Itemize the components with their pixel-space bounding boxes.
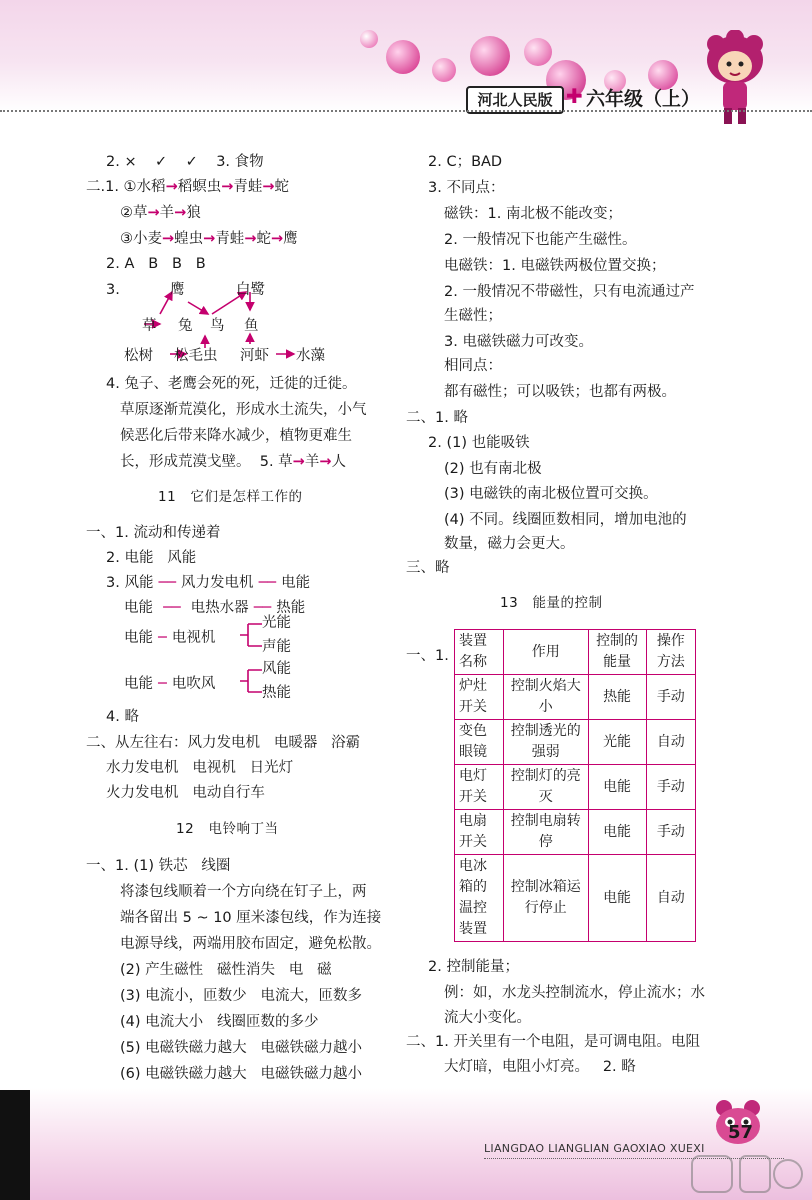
answer-line: (3) 电流小，匝数少 电流大，匝数多 xyxy=(120,988,362,1004)
arrow-icon: → xyxy=(221,179,234,195)
grade-label: 六年级（上） xyxy=(586,88,701,110)
arrow-icon: → xyxy=(292,454,305,470)
answer-line: 3. 不同点： xyxy=(428,180,505,196)
arrow-icon: ── xyxy=(153,600,191,616)
page-number: 57 xyxy=(728,1122,754,1143)
table-cell: 手动 xyxy=(646,810,695,855)
answer-line: 三、略 xyxy=(406,560,450,576)
energy-flow-branch: 声能 xyxy=(262,639,291,655)
bubble-decoration xyxy=(360,30,378,48)
energy-flow-branch: 热能 xyxy=(262,685,291,701)
answer-line: 二、1. 略 xyxy=(406,410,468,426)
answer-line: (4) 不同。线圈匝数相同，增加电池的 xyxy=(444,512,687,528)
bubble-decoration xyxy=(386,40,420,74)
table-cell: 电能 xyxy=(588,855,646,942)
table-cell: 自动 xyxy=(646,855,695,942)
answer-line: 2. (1) 也能吸铁 xyxy=(428,435,530,451)
answer-line: 4. 兔子、老鹰会死的死，迁徙的迁徙。 xyxy=(106,376,357,392)
arrow-icon: → xyxy=(165,179,178,195)
plus-icon: ✚ xyxy=(566,84,583,108)
section-title: 13 能量的控制 xyxy=(500,595,603,611)
answer-line: 4. 略 xyxy=(106,709,139,725)
series-name: LIANGDAO LIANGLIAN GAOXIAO XUEXI xyxy=(484,1142,705,1155)
table-cell: 电灯开关 xyxy=(455,765,504,810)
answer-line: (5) 电磁铁磁力越大 电磁铁磁力越小 xyxy=(120,1040,362,1056)
web-node-caterpillar: 松毛虫 xyxy=(174,348,218,364)
table-header-row xyxy=(455,630,696,675)
arrow-icon: ─ xyxy=(153,676,172,692)
answer-line: 一、1. (1) 铁芯 线圈 xyxy=(86,858,231,874)
branch-bracket xyxy=(240,666,264,696)
arrow-icon: ── xyxy=(253,575,282,591)
table-cell: 控制冰箱运行停止 xyxy=(504,855,589,942)
answer-line: 大灯暗，电阻小灯亮。 2. 略 xyxy=(444,1059,636,1075)
table-cell: 控制透光的强弱 xyxy=(504,720,589,765)
arrow-icon: → xyxy=(319,454,332,470)
web-node-bird: 鸟 xyxy=(210,318,225,334)
energy-flow: 电能 ── 电热水器 ── 热能 xyxy=(124,600,306,616)
energy-flow: 电能 ─ 电吹风 xyxy=(124,676,216,692)
web-node-rabbit: 兔 xyxy=(178,318,193,334)
table-cell: 电能 xyxy=(588,765,646,810)
answer-line: 水力发电机 电视机 日光灯 xyxy=(106,760,294,776)
answer-line: (4) 电流大小 线圈匝数的多少 xyxy=(120,1014,319,1030)
table-row xyxy=(455,855,696,942)
table-cell: 电能 xyxy=(588,810,646,855)
answer-line: 电磁铁：1. 电磁铁两极位置交换； xyxy=(444,258,666,274)
branch-bracket xyxy=(240,620,264,650)
table-cell: 电扇开关 xyxy=(455,810,504,855)
table-cell: 电冰箱的温控装置 xyxy=(455,855,504,942)
answer-line: (2) 产生磁性 磁性消失 电 磁 xyxy=(120,962,332,978)
answer-line: 电源导线，两端用胶布固定，避免松散。 xyxy=(120,936,381,952)
answer-line: 2. 一般情况不带磁性，只有电流通过产 xyxy=(444,284,695,300)
answer-line: 生磁性； xyxy=(444,308,502,324)
table-cell: 自动 xyxy=(646,720,695,765)
table-row xyxy=(455,810,696,855)
page-edge-bar xyxy=(0,1090,30,1200)
answer-line: (2) 也有南北极 xyxy=(444,461,542,477)
table-row xyxy=(455,675,696,720)
answer-line: 2. A B B B xyxy=(106,256,206,272)
bubble-decoration xyxy=(432,58,456,82)
table-row xyxy=(455,765,696,810)
energy-flow: 电能 ─ 电视机 xyxy=(124,630,216,646)
watermark-logo-icon xyxy=(690,1152,805,1198)
table-header-cell: 装置名称 xyxy=(455,630,504,675)
food-chain-2: ②草→羊→狼 xyxy=(120,205,201,221)
energy-flow-branch: 风能 xyxy=(262,661,291,677)
table-cell: 控制灯的亮灭 xyxy=(504,765,589,810)
food-chain-1: 二.1. ①水稻→稻螟虫→青蛙→蛇 xyxy=(86,179,290,195)
table-cell: 光能 xyxy=(588,720,646,765)
table-cell: 变色眼镜 xyxy=(455,720,504,765)
web-node-grass: 草 xyxy=(142,318,157,334)
arrow-icon: ─ xyxy=(153,630,172,646)
answer-line: 火力发电机 电动自行车 xyxy=(106,785,265,801)
arrow-icon: → xyxy=(203,231,216,247)
section-title: 11 它们是怎样工作的 xyxy=(158,489,303,505)
answer-line: 一、1. 流动和传递着 xyxy=(86,525,221,541)
answer-line: 相同点： xyxy=(444,358,502,374)
bubble-decoration xyxy=(524,38,552,66)
web-node-eagle: 鹰 xyxy=(170,282,185,298)
table-cell: 热能 xyxy=(588,675,646,720)
arrow-icon: ── xyxy=(248,600,277,616)
arrow-icon: → xyxy=(270,231,284,247)
table-cell: 手动 xyxy=(646,765,695,810)
arrow-icon: → xyxy=(262,179,275,195)
arrow-icon: ── xyxy=(153,575,182,591)
answer-line: 3. 电磁铁磁力可改变。 xyxy=(444,334,593,350)
answer-line: 数量，磁力会更大。 xyxy=(444,536,575,552)
arrow-icon: → xyxy=(147,205,160,221)
answer-line: 将漆包线顺着一个方向绕在钉子上，两 xyxy=(120,884,367,900)
table-cell: 手动 xyxy=(646,675,695,720)
answer-line: 2. 一般情况下也能产生磁性。 xyxy=(444,232,637,248)
edition-label: 河北人民版 xyxy=(466,86,564,114)
table-cell: 控制火焰大小 xyxy=(504,675,589,720)
table-header-cell: 作用 xyxy=(504,630,589,675)
energy-control-table xyxy=(454,629,696,942)
arrow-icon: → xyxy=(174,205,187,221)
answer-line: 磁铁：1. 南北极不能改变； xyxy=(444,206,622,222)
table-cell: 控制电扇转停 xyxy=(504,810,589,855)
answer-line: 流大小变化。 xyxy=(444,1010,531,1026)
energy-flow: 3. 风能 ── 风力发电机 ── 电能 xyxy=(106,575,311,591)
table-header-cell: 控制的能量 xyxy=(588,630,646,675)
answer-line: 例：如，水龙头控制流水，停止流水；水 xyxy=(444,985,705,1001)
table-cell: 炉灶开关 xyxy=(455,675,504,720)
answer-line: 2. 电能 风能 xyxy=(106,550,197,566)
table-row xyxy=(455,720,696,765)
section-title: 12 电铃响丁当 xyxy=(176,821,279,837)
web-node-shrimp: 河虾 xyxy=(240,348,269,364)
bubble-decoration xyxy=(470,36,510,76)
web-node-egret: 白鹭 xyxy=(236,282,265,298)
energy-flow-branch: 光能 xyxy=(262,615,291,631)
arrow-icon: → xyxy=(162,231,175,247)
answer-line: 2. C；BAD xyxy=(428,154,503,170)
arrow-icon: → xyxy=(244,231,257,247)
answer-line: 2. 控制能量； xyxy=(428,959,519,975)
web-node-pine: 松树 xyxy=(124,348,153,364)
question-number: 3. xyxy=(106,282,120,298)
table-header-cell: 操作方法 xyxy=(646,630,695,675)
answer-line: 候恶化后带来降水减少，植物更难生 xyxy=(120,428,352,444)
question-number: 一、1. xyxy=(406,648,449,664)
answer-line: 端各留出 5 ~ 10 厘米漆包线，作为连接 xyxy=(120,910,382,926)
food-chain-3: ③小麦→蝗虫→青蛙→蛇→鹰 xyxy=(120,231,298,247)
answer-line: (3) 电磁铁的南北极位置可交换。 xyxy=(444,486,658,502)
answer-line: 二、1. 开关里有一个电阻，是可调电阻。电阻 xyxy=(406,1034,700,1050)
answer-line: 长，形成荒漠戈壁。 5. 草→羊→人 xyxy=(120,454,346,470)
answer-line: 2. × ✓ ✓ 3. 食物 xyxy=(106,154,264,170)
answer-line: 都有磁性；可以吸铁；也都有两极。 xyxy=(444,384,676,400)
web-node-algae: 水藻 xyxy=(296,348,325,364)
header-divider xyxy=(0,110,812,112)
answer-line: 草原逐渐荒漠化，形成水土流失，小气 xyxy=(120,402,367,418)
answer-line: (6) 电磁铁磁力越大 电磁铁磁力越小 xyxy=(120,1066,362,1082)
answer-line: 二、从左往右：风力发电机 电暖器 浴霸 xyxy=(86,735,361,751)
web-node-fish: 鱼 xyxy=(244,318,259,334)
